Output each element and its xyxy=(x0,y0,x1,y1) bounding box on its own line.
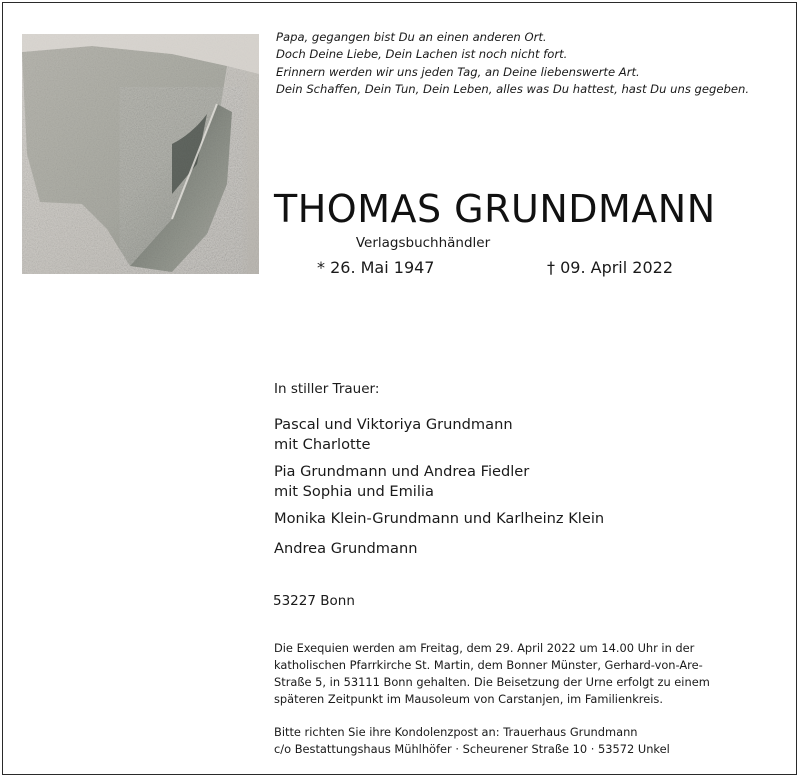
funeral-notice xyxy=(274,640,746,708)
mourner-group xyxy=(274,539,604,559)
birth-date: * 26. Mai 1947 xyxy=(317,258,435,277)
condolence-address xyxy=(274,724,764,758)
poem-line: Papa, gegangen bist Du an einen anderen Ort. xyxy=(276,30,547,44)
poem-line: Erinnern werden wir uns jeden Tag, an Deine liebenswerte Art. xyxy=(276,64,640,79)
poem xyxy=(276,29,786,98)
mourners-city: 53227 Bonn xyxy=(273,593,355,609)
poem-line: Doch Deine Liebe, Dein Lachen ist noch nicht fort. xyxy=(276,47,568,62)
mourner-group xyxy=(274,415,604,455)
mourner-group xyxy=(274,509,604,529)
poem-line: Dein Schaffen, Dein Tun, Dein Leben, alles was Du hattest, hast Du uns gegeben. xyxy=(276,81,750,96)
deceased-name: THOMAS GRUNDMANN xyxy=(274,187,716,231)
death-date: † 09. April 2022 xyxy=(547,258,673,277)
notice-line: späteren Zeitpunkt im Mausoleum von Carstanjen, im Familienkreis. xyxy=(274,692,663,706)
mourner-line: mit Sophia und Emilia xyxy=(274,483,434,500)
obituary-card xyxy=(2,2,797,775)
deceased-profession: Verlagsbuchhändler xyxy=(355,235,491,251)
condolence-line: Bitte richten Sie ihre Kondolenzpost an: Trauerhaus Grundmann xyxy=(274,725,638,739)
mourning-heading: In stiller Trauer: xyxy=(274,381,380,397)
mourner-line: mit Charlotte xyxy=(274,436,371,453)
mourner-line: Pia Grundmann und Andrea Fiedler xyxy=(274,463,530,480)
notice-line: katholischen Pfarrkirche St. Martin, dem Bonner Münster, Gerhard-von-Are- xyxy=(274,658,703,672)
notice-line: Die Exequien werden am Freitag, dem 29. April 2022 um 14.00 Uhr in der xyxy=(274,641,695,655)
mourner-group xyxy=(274,462,604,502)
condolence-line: c/o Bestattungshaus Mühlhöfer · Scheurener Straße 10 · 53572 Unkel xyxy=(274,742,670,756)
abstract-artwork-image xyxy=(22,34,259,274)
mourner-line: Pascal und Viktoriya Grundmann xyxy=(274,416,513,433)
mourners-list xyxy=(274,415,604,566)
mourner-line: Monika Klein-Grundmann und Karlheinz Klein xyxy=(274,510,605,527)
notice-line: Straße 5, in 53111 Bonn gehalten. Die Beisetzung der Urne erfolgt zu einem xyxy=(274,675,710,689)
mourner-line: Andrea Grundmann xyxy=(274,540,418,557)
